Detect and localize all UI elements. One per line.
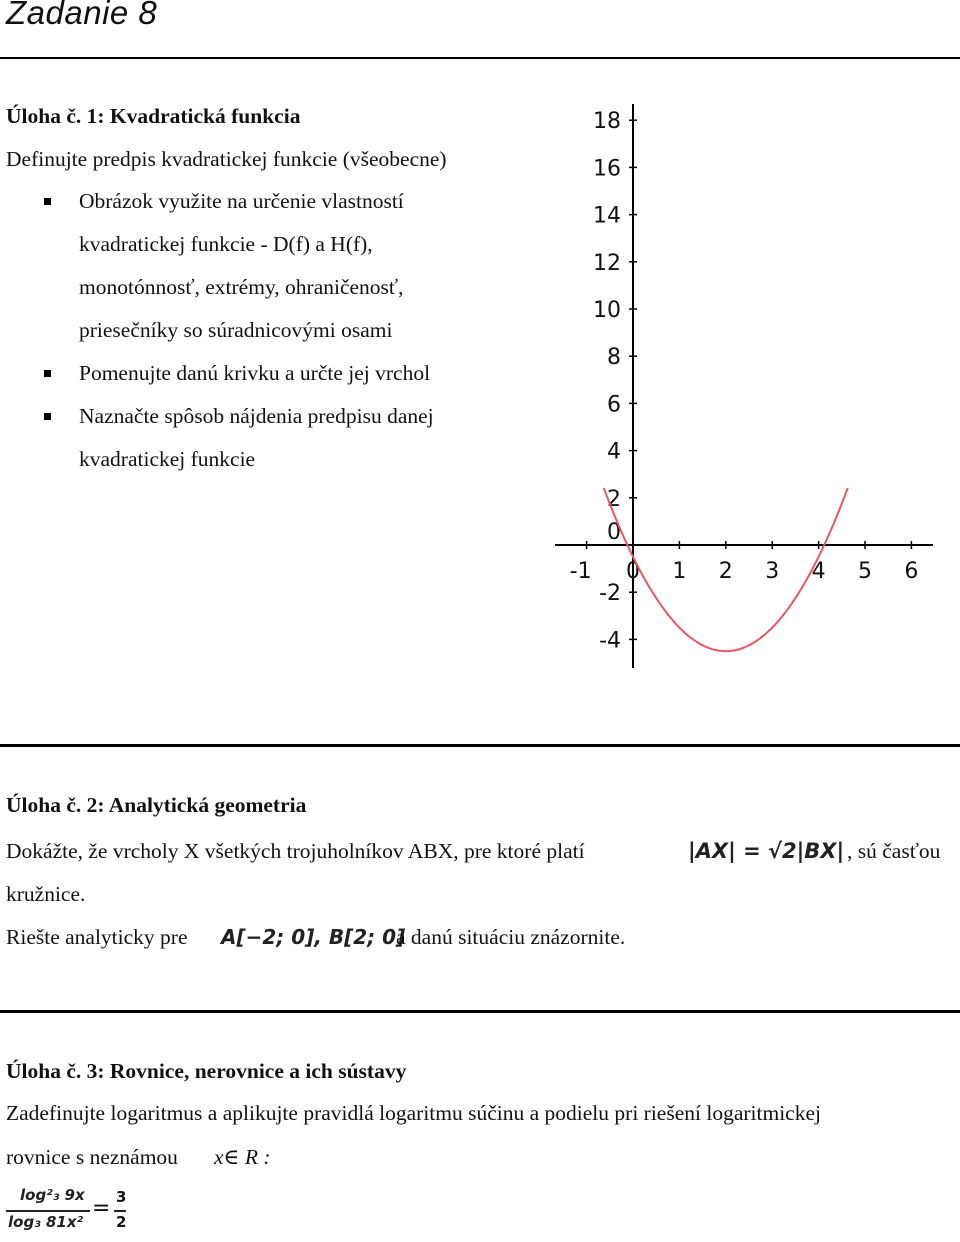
task2-distance-formula: |AX| = √2|BX| (688, 839, 845, 863)
x-tick-label: 0 (626, 559, 640, 584)
page-title: Zadanie 8 (6, 0, 158, 31)
task3-line1: Zadefinujte logaritmus a aplikujte pravidlá logaritmu súčinu a podielu pri riešení logaritmickej (6, 1101, 821, 1125)
equation-denominator: log₃ 81x² (8, 1213, 84, 1231)
y-tick-label: -2 (599, 581, 621, 607)
bullet-marker (44, 370, 51, 377)
bullet-marker (44, 198, 51, 205)
task1-heading: Úloha č. 1: Kvadratická funkcia (6, 104, 301, 128)
y-tick-label: 0 (607, 520, 621, 545)
task2-line1-suffix: , sú časťou (847, 839, 941, 863)
equation-rhs-numerator: 3 (116, 1188, 127, 1206)
y-tick-label: 8 (607, 345, 621, 371)
task1-bullet3-line2: kvadratickej funkcie (79, 447, 256, 471)
y-tick-label: 18 (593, 109, 621, 135)
task2-points-formula: A[−2; 0], B[2; 0] (221, 925, 406, 949)
y-tick-label: 14 (593, 203, 621, 229)
fraction-bar (6, 1210, 90, 1212)
task3-domain-math: x∈ R : (214, 1145, 271, 1169)
y-tick-label: 4 (607, 439, 621, 465)
equation-rhs-denominator: 2 (116, 1213, 127, 1231)
section-divider (0, 1010, 960, 1013)
y-tick-label: 2 (607, 486, 621, 512)
task1-bullet1-line4: priesečníky so súradnicovými osami (79, 318, 393, 342)
x-tick-label: 1 (672, 559, 687, 584)
y-tick-label: 16 (593, 156, 621, 182)
section-divider (0, 744, 960, 747)
task1-intro: Definujte predpis kvadratickej funkcie (všeobecne) (6, 147, 447, 171)
bullet-marker (44, 413, 51, 420)
task1-bullet2: Pomenujte danú krivku a určte jej vrchol (79, 361, 431, 385)
title-divider (0, 57, 960, 59)
task3-line2: rovnice s neznámou (6, 1145, 178, 1169)
x-tick-label: 3 (765, 559, 780, 584)
task2-line1-text: Dokážte, že vrcholy X všetkých trojuholníkov ABX, pre ktoré platí (6, 839, 585, 863)
y-tick-label: 12 (593, 250, 621, 276)
log-equation (6, 1186, 141, 1238)
y-tick-label: 10 (593, 298, 621, 323)
task2-line2: kružnice. (6, 882, 86, 906)
x-tick-label: -1 (569, 559, 592, 584)
equation-numerator: log²₃ 9x (20, 1186, 85, 1204)
task1-bullet1-line1: Obrázok využite na určenie vlastností (79, 189, 404, 213)
x-tick-label: 6 (904, 559, 919, 584)
task3-heading: Úloha č. 3: Rovnice, nerovnice a ich sústavy (6, 1059, 407, 1083)
y-tick-label: -4 (599, 628, 621, 654)
task2-line3-suffix: a danú situáciu znázornite. (396, 925, 626, 949)
task1-bullet1-line2: kvadratickej funkcie - D(f) a H(f), (79, 232, 373, 256)
parabola-graph (555, 100, 935, 675)
task2-line3-text: Riešte analyticky pre (6, 925, 188, 949)
y-tick-label: 6 (607, 392, 621, 418)
x-tick-label: 2 (718, 559, 733, 584)
task1-bullet3-line1: Naznačte spôsob nájdenia predpisu danej (79, 404, 434, 428)
task2-heading: Úloha č. 2: Analytická geometria (6, 793, 307, 817)
x-tick-label: 5 (858, 559, 872, 584)
x-tick-label: 4 (811, 559, 826, 584)
fraction-bar (114, 1210, 126, 1212)
equation-equals: = (92, 1196, 111, 1221)
task1-bullet1-line3: monotónnosť, extrémy, ohraničenosť, (79, 275, 404, 299)
